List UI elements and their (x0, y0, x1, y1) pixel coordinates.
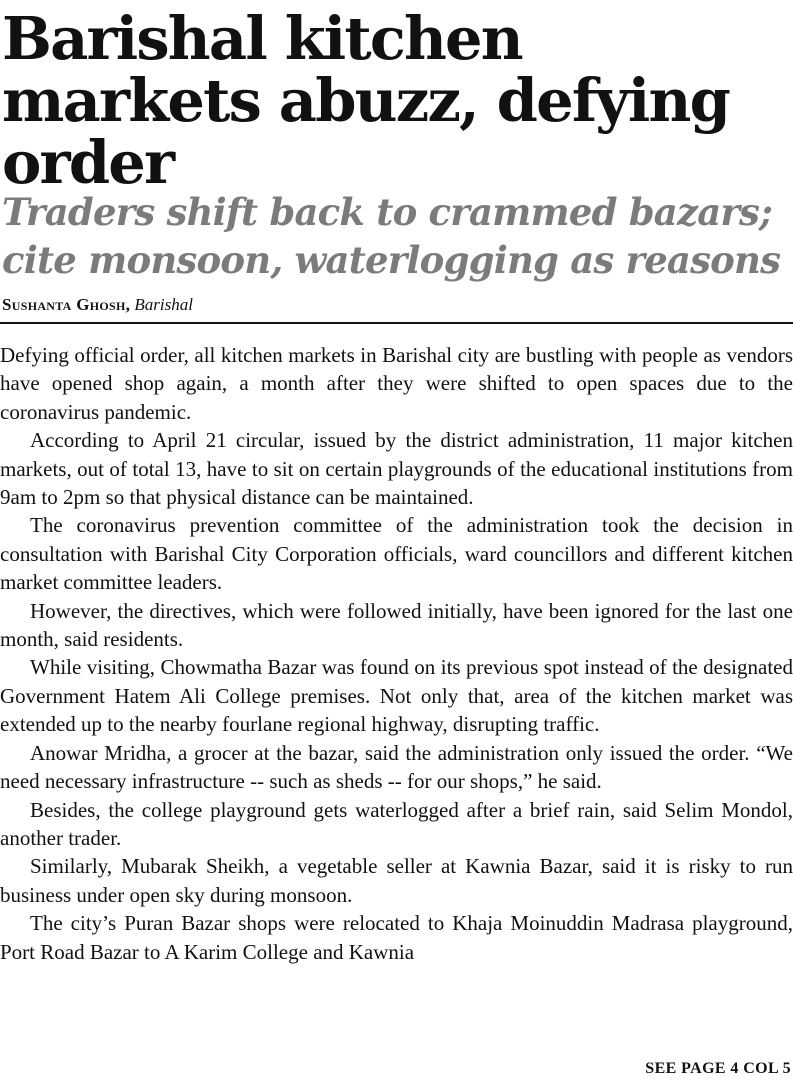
article-paragraph: According to April 21 circular, issued by the district administration, 11 major kitchen markets, out of total 13, have to sit on certain playgrounds of the educational institutions from 9am to 2pm so that physical distance can be maintained. (0, 428, 793, 510)
article-paragraph: The coronavirus prevention committee of the administration took the decision in consultation with Barishal City Corporation officials, ward councillors and different kitchen market committee leaders. (0, 513, 793, 595)
article-paragraph: Defying official order, all kitchen markets in Barishal city are bustling with people as vendors have opened shop again, a month after they were shifted to open spaces due to the coronavirus pandemic. (0, 343, 793, 424)
byline (2, 295, 193, 315)
byline-divider (0, 322, 793, 324)
article-paragraph: While visiting, Chowmatha Bazar was found on its previous spot instead of the designated Government Hatem Ali College premises. Not only that, area of the kitchen market was extended up to the nearby fourlane regional highway, disrupting traffic. (0, 655, 793, 737)
continuation-jump: SEE PAGE 4 COL 5 (645, 1060, 791, 1077)
subheadline: Traders shift back to crammed bazars; cite monsoon, waterlogging as reasons (2, 190, 781, 282)
article-body (0, 341, 793, 966)
headline: Barishal kitchen markets abuzz, defying order (2, 4, 730, 197)
article-paragraph: Besides, the college playground gets waterlogged after a brief rain, said Selim Mondol, another trader. (0, 797, 793, 850)
byline-location: Barishal (134, 295, 193, 314)
byline-author: Sushanta Ghosh, (2, 295, 131, 314)
article-paragraph: Anowar Mridha, a grocer at the bazar, said the administration only issued the order. “We need necessary infrastructure -- such as sheds -- for our shops,” he said. (0, 740, 793, 794)
article-paragraph: The city’s Puran Bazar shops were relocated to Khaja Moinuddin Madrasa playground, Port Road Bazar to A Karim College and Kawnia (0, 911, 793, 964)
article-paragraph: However, the directives, which were followed initially, have been ignored for the last one month, said residents. (0, 598, 793, 652)
article-paragraph: Similarly, Mubarak Sheikh, a vegetable seller at Kawnia Bazar, said it is risky to run business under open sky during monsoon. (0, 854, 793, 907)
